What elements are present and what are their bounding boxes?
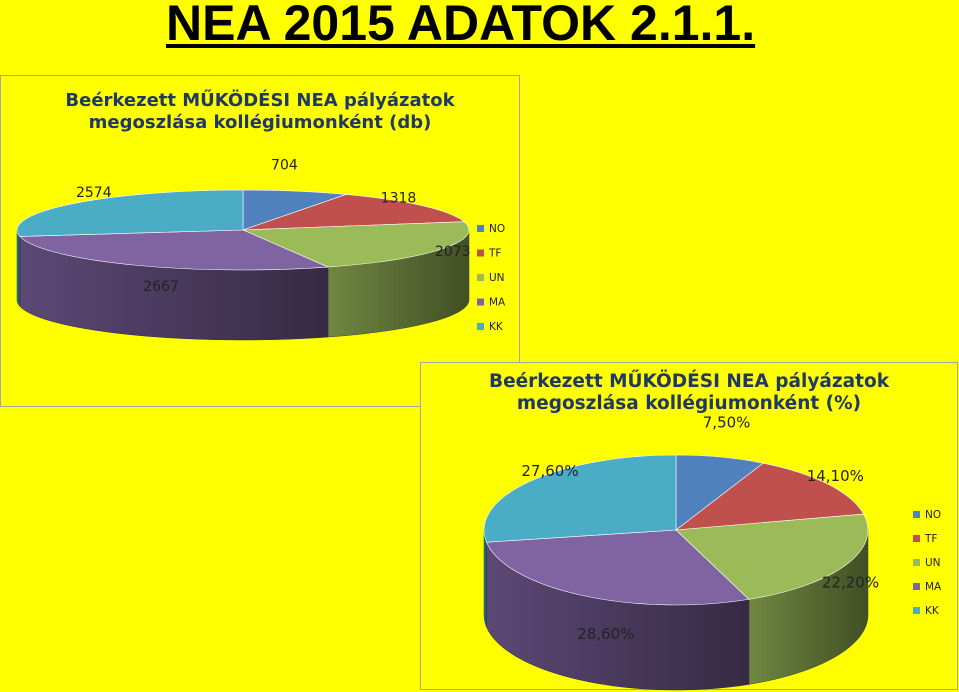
legend-swatch-ma (913, 583, 920, 590)
data-label-ma: 28,60% (577, 625, 635, 644)
data-label-ma: 2667 (143, 278, 179, 295)
data-label-un: 22,20% (821, 573, 880, 592)
legend-swatch-kk (913, 607, 920, 614)
chart-title-line-1: Beérkezett MŰKÖDÉSI NEA pályázatok (65, 90, 455, 111)
chart-panel-count (0, 75, 520, 407)
pie-side-kk (17, 230, 20, 306)
chart-title-line-2: megoszlása kollégiumonként (db) (88, 111, 432, 133)
data-label-tf: 14,10% (806, 467, 864, 486)
pie-chart-percent (421, 363, 957, 689)
legend-swatch-kk (477, 323, 484, 330)
legend-swatch-tf (477, 250, 484, 257)
legend-label-un: UN (489, 272, 505, 284)
legend-swatch-un (913, 559, 920, 566)
data-label-no: 7,50% (702, 413, 751, 432)
data-label-un: 2073 (434, 243, 471, 260)
legend-label-no: NO (925, 509, 942, 521)
data-label-tf: 1318 (380, 190, 417, 207)
legend-label-kk: KK (489, 321, 503, 333)
legend-label-kk: KK (925, 605, 939, 617)
legend (913, 509, 942, 617)
chart-title-line-2: megoszlása kollégiumonként (%) (516, 393, 862, 415)
legend-label-ma: MA (925, 581, 942, 593)
data-label-no: 704 (271, 157, 298, 174)
chart-title-line-1: Beérkezett MŰKÖDÉSI NEA pályázatok (488, 371, 890, 392)
slide-title: NEA 2015 ADATOK 2.1.1. (166, 0, 756, 51)
legend-swatch-un (477, 274, 484, 281)
legend-label-un: UN (925, 557, 941, 569)
pie-side-kk (484, 530, 487, 627)
pie-chart-count (1, 76, 519, 406)
legend-label-tf: TF (925, 533, 938, 545)
legend-label-no: NO (489, 223, 506, 235)
legend-label-tf: TF (489, 247, 502, 260)
data-label-kk: 27,60% (521, 462, 579, 481)
legend-swatch-no (477, 225, 484, 232)
legend (477, 223, 506, 333)
legend-label-ma: MA (489, 296, 506, 309)
data-label-kk: 2574 (75, 184, 112, 201)
pie-slice-kk (17, 190, 243, 236)
chart-panel-percent (420, 362, 958, 690)
legend-swatch-no (913, 511, 920, 518)
legend-swatch-tf (913, 535, 920, 542)
pie-slice-kk (484, 455, 676, 542)
legend-swatch-ma (477, 299, 484, 306)
